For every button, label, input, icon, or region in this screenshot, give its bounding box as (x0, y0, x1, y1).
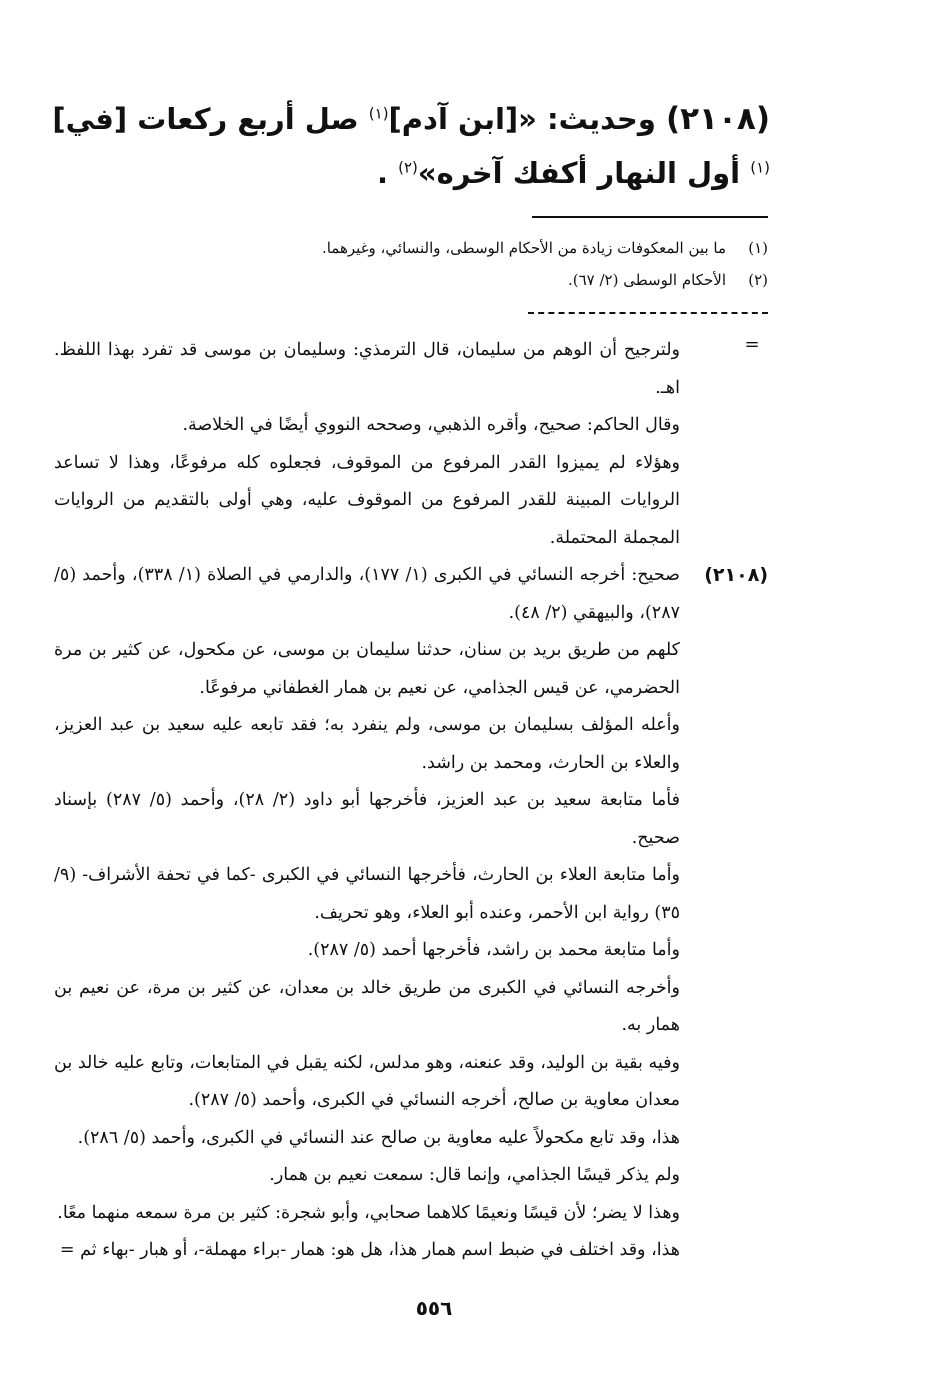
footnote-item (200, 264, 768, 296)
footnote-ref: (٢) (398, 158, 418, 177)
commentary-paragraph: ولم يذكر قيسًا الجذامي، وإنما قال: سمعت نعيم بن همار. (269, 1165, 680, 1185)
hadith-ref-number: (٢١٠٨) (704, 564, 768, 586)
footnotes (200, 232, 768, 296)
commentary-paragraph: وهؤلاء لم يميزوا القدر المرفوع من الموقوف، فجعلوه كله مرفوعًا، وهذا لا تساعد الروايات المبينة للقدر المرفوع من الموقوف عليه، وهي أولى بالتقديم من الروايات المجملة المحتملة. (54, 452, 680, 548)
hadith-text-part2: صل أربع ركعات [في] (52, 102, 369, 136)
commentary-paragraph: وأما متابعة العلاء بن الحارث، فأخرجها النسائي في الكبرى -كما في تحفة الأشراف- (٩/ ٣٥) رواية ابن الأحمر، وعنده أبو العلاء، وهو تحريف. (54, 865, 680, 923)
footnote-text: ما بين المعكوفات زيادة من الأحكام الوسطى، والنسائي، وغيرهما. (321, 239, 726, 257)
footnote-mark: (١) (748, 239, 768, 257)
commentary-paragraph: وقال الحاكم: صحيح، وأقره الذهبي، وصححه النووي أيضًا في الخلاصة. (182, 415, 680, 435)
commentary-paragraph: وأما متابعة محمد بن راشد، فأخرجها أحمد (٥/ ٢٨٧). (307, 940, 680, 960)
footnote-text: الأحكام الوسطى (٢/ ٦٧). (567, 271, 726, 289)
continuation-marker: = (744, 334, 760, 355)
commentary-paragraph: هذا، وقد اختلف في ضبط اسم همار هذا، هل هو: همار -براء مهملة-، أو هبار -بهاء ثم = (59, 1240, 680, 1260)
hadith-heading (50, 92, 770, 200)
commentary (54, 332, 768, 1270)
hadith-text-end: . (376, 156, 399, 190)
commentary-paragraph: فأما متابعة سعيد بن عبد العزيز، فأخرجها أبو داود (٢/ ٢٨)، وأحمد (٥/ ٢٨٧) بإسناد صحيح. (54, 790, 680, 848)
commentary-paragraph: وأخرجه النسائي في الكبرى من طريق خالد بن معدان، عن كثير بن مرة، عن نعيم بن همار به. (54, 977, 680, 1035)
page-number: ٥٥٦ (415, 1296, 453, 1320)
commentary-paragraph: وهذا لا يضر؛ لأن قيسًا ونعيمًا كلاهما صحابي، وأبو شجرة: كثير بن مرة سمعه منهما معًا. (57, 1202, 680, 1223)
commentary-paragraph: كلهم من طريق بريد بن سنان، حدثنا سليمان بن موسى، عن مكحول، عن كثير بن مرة الحضرمي، عن قيس الجذامي، عن نعيم بن همار الغطفاني مرفوعًا. (54, 640, 680, 698)
commentary-paragraph: ولترجيح أن الوهم من سليمان، قال الترمذي: وسليمان بن موسى قد تفرد بهذا اللفظ. اهـ. (54, 340, 680, 398)
commentary-divider (528, 312, 768, 314)
footnote-ref: (١) (750, 158, 770, 177)
footnote-mark: (٢) (748, 271, 768, 289)
footnote-ref: (١) (368, 104, 389, 123)
commentary-paragraph: هذا، وقد تابع مكحولاً عليه معاوية بن صالح عند النسائي في الكبرى، وأحمد (٥/ ٢٨٦). (77, 1127, 680, 1148)
commentary-paragraph: وأعله المؤلف بسليمان بن موسى، ولم ينفرد به؛ فقد تابعه عليه سعيد بن عبد العزيز، والعلاء بن الحارث، ومحمد بن راشد. (54, 715, 680, 773)
footnote-item (200, 232, 768, 264)
numbered-paragraph (54, 557, 768, 632)
numbered-paragraph-text: صحيح: أخرجه النسائي في الكبرى (١/ ١٧٧)، والدارمي في الصلاة (١/ ٣٣٨)، وأحمد (٥/ ٢٨٧)، والبيهقي (٢/ ٤٨). (54, 565, 680, 623)
commentary-paragraph: وفيه بقية بن الوليد، وقد عنعنه، وهو مدلس، لكنه يقبل في المتابعات، وتابع عليه خالد بن معدان معاوية بن صالح، أخرجه النسائي في الكبرى، وأحمد (٥/ ٢٨٧). (54, 1052, 680, 1110)
footnote-divider (532, 216, 768, 218)
hadith-text-part1: وحديث: «[ابن آدم] (388, 102, 656, 136)
hadith-text-part3: أول النهار أكفك آخره» (417, 156, 751, 190)
hadith-number: (٢١٠٨) (665, 101, 770, 137)
